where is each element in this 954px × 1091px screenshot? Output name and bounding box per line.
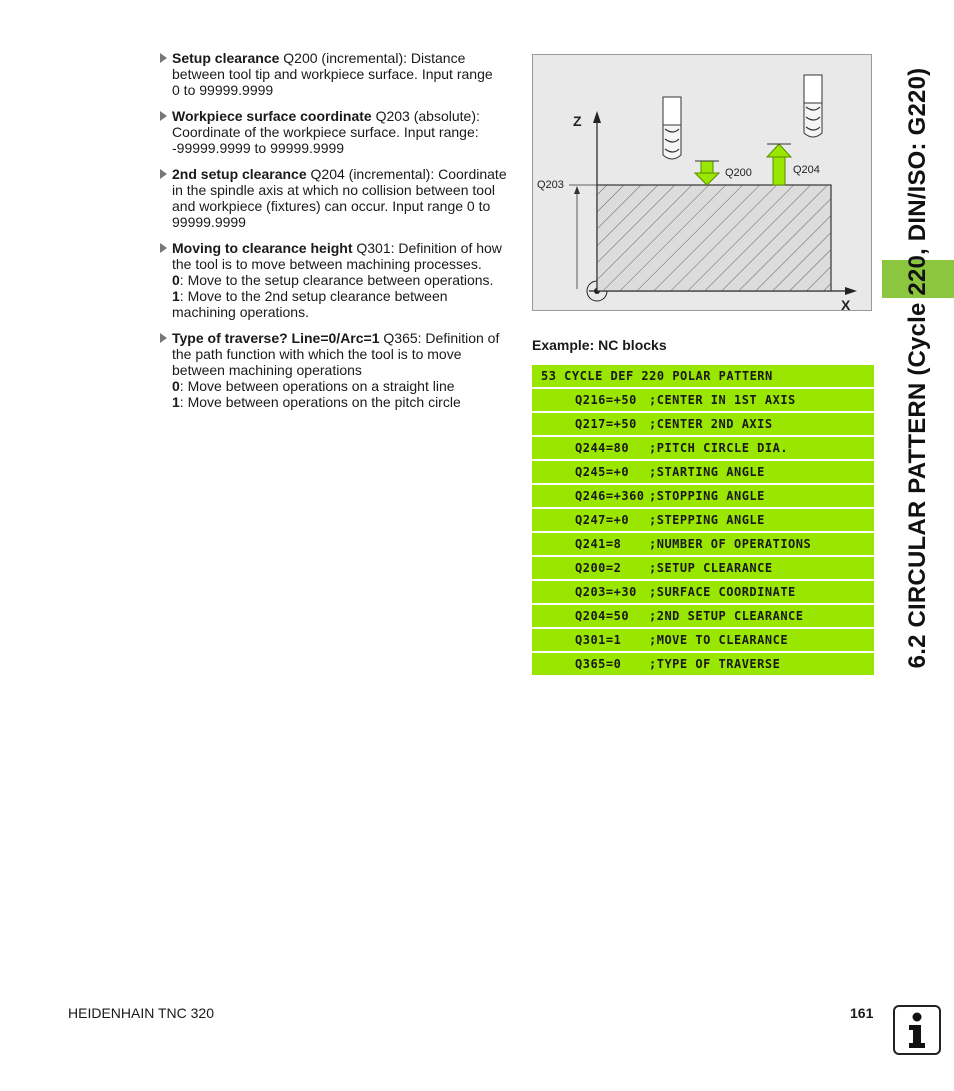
bullet-arrow-icon bbox=[160, 169, 167, 179]
nc-block-row: Q246=+360 ;STOPPING ANGLE bbox=[532, 485, 874, 507]
nc-block-row: Q204=50 ;2ND SETUP CLEARANCE bbox=[532, 605, 874, 627]
q203-arrow-icon bbox=[574, 186, 580, 194]
tool-left-icon bbox=[663, 97, 681, 159]
param-name: Moving to clearance height bbox=[172, 240, 353, 256]
param-name: Type of traverse? Line=0/Arc=1 bbox=[172, 330, 380, 346]
param-q203: Workpiece surface coordinate Q203 (absolute): Coordinate of the workpiece surface. Input range: -99999.9999 to 99999.9999 bbox=[158, 108, 514, 156]
z-axis-arrow-icon bbox=[593, 111, 601, 123]
footer-product: HEIDENHAIN TNC 320 bbox=[68, 1005, 215, 1021]
workpiece-hatch bbox=[597, 185, 831, 291]
bullet-arrow-icon bbox=[160, 333, 167, 343]
parameter-list bbox=[158, 50, 514, 420]
bullet-arrow-icon bbox=[160, 243, 167, 253]
info-icon bbox=[893, 1005, 941, 1055]
clearance-diagram bbox=[532, 54, 872, 311]
q200-label: Q200 bbox=[725, 167, 752, 179]
nc-block-row: Q241=8 ;NUMBER OF OPERATIONS bbox=[532, 533, 874, 555]
x-axis-label: X bbox=[841, 297, 851, 312]
bullet-arrow-icon bbox=[160, 111, 167, 121]
nc-block-row: Q365=0 ;TYPE OF TRAVERSE bbox=[532, 653, 874, 675]
diagram-svg bbox=[533, 55, 873, 312]
bullet-arrow-icon bbox=[160, 53, 167, 63]
z-axis-label: Z bbox=[573, 113, 582, 129]
example-title: Example: NC blocks bbox=[532, 337, 667, 353]
nc-block-row: Q200=2 ;SETUP CLEARANCE bbox=[532, 557, 874, 579]
param-name: 2nd setup clearance bbox=[172, 166, 307, 182]
q203-label: Q203 bbox=[537, 179, 564, 191]
param-q365: Type of traverse? Line=0/Arc=1 Q365: Definition of the path function with which the tool is to move between machining operations 0: Move between operations on a straight line 1: Move between operations on the pitch circle bbox=[158, 330, 514, 410]
nc-block-row: Q203=+30 ;SURFACE COORDINATE bbox=[532, 581, 874, 603]
param-q204: 2nd setup clearance Q204 (incremental): Coordinate in the spindle axis at which no collision between tool and workpiece (fixtures) can occur. Input range 0 to 99999.9999 bbox=[158, 166, 514, 230]
nc-block-list bbox=[532, 365, 874, 677]
param-name: Workpiece surface coordinate bbox=[172, 108, 372, 124]
nc-block-row: Q217=+50 ;CENTER 2ND AXIS bbox=[532, 413, 874, 435]
chapter-title-text: 6.2 CIRCULAR PATTERN (Cycle 220, DIN/ISO: G220) bbox=[904, 67, 931, 669]
nc-block-row: Q216=+50 ;CENTER IN 1ST AXIS bbox=[532, 389, 874, 411]
nc-block-row: Q247=+0 ;STEPPING ANGLE bbox=[532, 509, 874, 531]
q200-arrow-icon bbox=[695, 161, 719, 185]
nc-block-header: 53 CYCLE DEF 220 POLAR PATTERN bbox=[532, 365, 874, 387]
param-q200: Setup clearance Q200 (incremental): Distance between tool tip and workpiece surface. Input range 0 to 99999.9999 bbox=[158, 50, 514, 98]
tool-right-icon bbox=[804, 75, 822, 137]
page-number: 161 bbox=[850, 1005, 874, 1021]
q204-label: Q204 bbox=[793, 164, 820, 176]
info-glyph bbox=[895, 1007, 939, 1053]
nc-block-row: Q301=1 ;MOVE TO CLEARANCE bbox=[532, 629, 874, 651]
x-axis-arrow-icon bbox=[845, 287, 857, 295]
nc-block-row: Q244=80 ;PITCH CIRCLE DIA. bbox=[532, 437, 874, 459]
param-q301: Moving to clearance height Q301: Definition of how the tool is to move between machining processes. 0: Move to the setup clearance between operations. 1: Move to the 2nd setup clearance between machining operations. bbox=[158, 240, 514, 320]
q204-arrow-icon bbox=[767, 144, 791, 185]
param-name: Setup clearance bbox=[172, 50, 280, 66]
nc-block-row: Q245=+0 ;STARTING ANGLE bbox=[532, 461, 874, 483]
